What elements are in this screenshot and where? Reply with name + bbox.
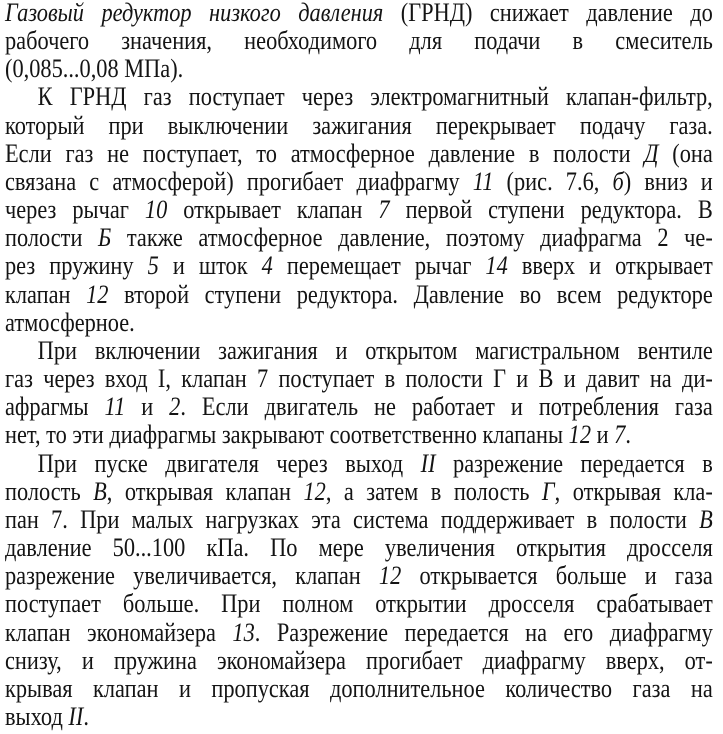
text-line: снизу, и пружина экономайзера прогибает диафрагму вверх, от- (5, 645, 713, 675)
text-line: К ГРНД газ поступает через электромагнитный клапан-фильтр, (37, 82, 713, 112)
text-line: клапан экономайзера 13. Разрежение передается на его диафрагму (5, 617, 713, 647)
text-line: который при выключении зажигания перекрывает подачу газа. (5, 110, 713, 140)
text-line: Если газ не поступает, то атмосферное давление в полости Д (она (5, 138, 713, 168)
text-line: связана с атмосферой) прогибает диафрагму 11 (рис. 7.6, б) вниз и (5, 166, 713, 196)
text-line: рез пружину 5 и шток 4 перемещает рычаг 14 вверх и открывает (5, 251, 713, 281)
text-line: клапан 12 второй ступени редуктора. Давление во всем редукторе (5, 279, 713, 309)
text-line: давление 50...100 кПа. По мере увеличения открытия дросселя (5, 533, 713, 563)
text-line: (0,085...0,08 МПа). (5, 54, 184, 84)
text-line: выход II. (5, 702, 89, 731)
text-line: крывая клапан и пропуская дополнительное количество газа на (5, 673, 713, 703)
text-line: При пуске двигателя через выход II разрежение передается в (37, 448, 713, 478)
text-line: полость В, открывая клапан 12, а затем в полость Г, открывая кла- (5, 476, 713, 506)
text-line: атмосферное. (5, 307, 135, 337)
text-line: пан 7. При малых нагрузках эта система поддерживает в полости В (5, 504, 713, 534)
text-line: поступает больше. При полном открытии дросселя срабатывает (5, 589, 713, 619)
text-line: афрагмы 11 и 2. Если двигатель не работает и потребления газа (5, 392, 713, 422)
text-line: разрежение увеличивается, клапан 12 открывается больше и газа (5, 561, 713, 591)
text-line: рабочего значения, необходимого для подачи в смеситель (5, 26, 713, 56)
text-line: через рычаг 10 открывает клапан 7 первой ступени редуктора. В (5, 195, 713, 225)
text-line: Газовый редуктор низкого давления (ГРНД) снижает давление до (5, 0, 713, 27)
text-line: нет, то эти диафрагмы закрывают соответственно клапаны 12 и 7. (5, 420, 631, 450)
text-line: полости Б также атмосферное давление, поэтому диафрагма 2 че- (5, 223, 713, 253)
text-line: газ через вход I, клапан 7 поступает в полости Г и В и давит на ди- (5, 364, 713, 394)
text-line: При включении зажигания и открытом магистральном вентиле (37, 335, 713, 365)
